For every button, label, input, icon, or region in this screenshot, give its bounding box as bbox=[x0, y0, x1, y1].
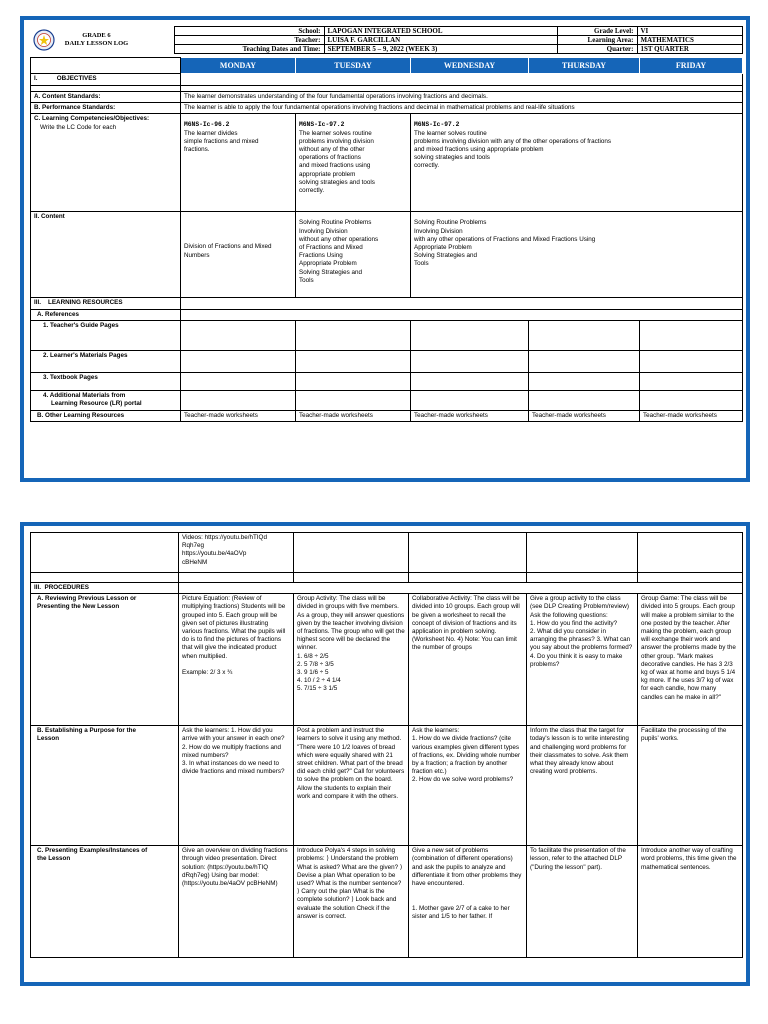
mon-content bbox=[181, 212, 296, 298]
videos-links: Videos: https://youtu.be/hTIQd Rqh7eg https://youtu.be/4aOVp cBHeNM bbox=[179, 533, 294, 573]
quarter-label: Quarter: bbox=[557, 45, 637, 54]
header-table bbox=[30, 26, 743, 54]
day-friday: FRIDAY bbox=[640, 58, 743, 74]
procedure-c-thursday: To facilitate the presentation of the lesson, refer to the attached DLP ("During the lesson" part). bbox=[527, 846, 638, 958]
objectives-heading: I. OBJECTIVES bbox=[31, 74, 181, 86]
title-grade: GRADE 6 bbox=[82, 32, 111, 39]
mon-content-text: Division of Fractions and Mixed Numbers bbox=[184, 243, 272, 259]
teacher-value: LUISA F. GARCILLAN bbox=[324, 36, 557, 45]
competencies-sub: Write the LC Code for each bbox=[40, 123, 117, 131]
thu-worksheets: Teacher-made worksheets bbox=[529, 410, 640, 421]
procedure-a-wednesday: Collaborative Activity: The class will be divided into 10 groups. Each group will be given a worksheet to recall the concept of division of fractions and its application in problem solving. (Worksheet No. 4) Note: You can limit the number of groups bbox=[409, 594, 527, 726]
additional-materials-line2: Learning Resource (LR) portal bbox=[51, 400, 142, 408]
competencies-label: C. Learning Competencies/Objectives: bbox=[34, 115, 150, 123]
grade-value: VI bbox=[637, 27, 742, 36]
procedure-c-label: C. Presenting Examples/Instances of the Lesson bbox=[31, 846, 179, 958]
quarter-value: 1ST QUARTER bbox=[637, 45, 742, 54]
logo-title-cell bbox=[30, 27, 174, 54]
mon-worksheets: Teacher-made worksheets bbox=[181, 410, 296, 421]
procedure-a-friday: Group Game: The class will be divided into 5 groups. Each group will make a problem similar to the one posted by the teacher. After making the problem, each group will exchange their work and answer the problems made by the other group. "Mark makes decorative candles. He has 3 2/3 kg of wax at home and buys 5 1/4 kg more. If he uses 3/7 kg of wax for each candle, how many candles can he make in all?" bbox=[638, 594, 743, 726]
procedure-c-monday: Give an overview on dividing fractions through video presentation. Direct solution: (https://youtu.be/hTIQ dRqh7eg) Using bar model: (https://youtu.be/4aOV pcBHeNM) bbox=[179, 846, 294, 958]
wed-worksheets: Teacher-made worksheets bbox=[411, 410, 529, 421]
tue-worksheets: Teacher-made worksheets bbox=[296, 410, 411, 421]
procedure-b-wednesday: Ask the learners: 1. How do we divide fractions? (cite various examples given different types of fractions, ex. Dividing whole number by a fraction; a fraction by another fraction etc.) 2. How do we solve word problems? bbox=[409, 726, 527, 846]
day-header-row bbox=[31, 58, 743, 74]
mon-lc-code: M6NS-Ic-96.2 bbox=[184, 121, 230, 129]
other-resources-label: B. Other Learning Resources bbox=[31, 410, 181, 421]
competencies-cell bbox=[31, 114, 181, 212]
tue-lc-code: M6NS-Ic-97.2 bbox=[299, 121, 345, 129]
mon-competency-text: The learner divides simple fractions and mixed fractions. bbox=[184, 129, 259, 154]
procedure-b-monday: Ask the learners: 1. How did you arrive with your answer in each one? 2. How do we multiply fractions and mixed numbers? 3. In what instances do we need to divide fractions and mixed numbers? bbox=[179, 726, 294, 846]
day-thursday: THURSDAY bbox=[529, 58, 640, 74]
document-title bbox=[65, 32, 128, 48]
lesson-table-2 bbox=[30, 532, 743, 958]
additional-materials-line1: 4. Additional Materials from bbox=[43, 391, 126, 399]
wed-content-text: Solving Routine Problems Involving Division with any other operations of Fractions and Mixed Fractions Using Appropriate Problem Solving Strategies and Tools bbox=[414, 219, 596, 268]
page-2 bbox=[20, 522, 750, 986]
tue-content-text: Solving Routine Problems Involving Division without any other operations of Fractions and Mixed Fractions Using Appropriate Problem Solving Strategies and Tools bbox=[299, 219, 379, 284]
performance-text: The learner is able to apply the four fundamental operations involving fractions and decimal in mathematical problems and real-life situations bbox=[181, 103, 743, 114]
procedure-b-friday: Facilitate the processing of the pupils' works. bbox=[638, 726, 743, 846]
performance-label: B. Performance Standards: bbox=[31, 103, 181, 114]
tue-competency-text: The learner solves routine problems involving division without any of the other operations of fractions and mixed fractions using appropriate problem solving strategies and tools correctly. bbox=[299, 129, 375, 195]
resources-heading: III. LEARNING RESOURCES bbox=[31, 298, 181, 309]
area-value: MATHEMATICS bbox=[637, 36, 742, 45]
day-header-blank bbox=[31, 58, 181, 74]
procedure-c-tuesday: Introduce Polya's 4 steps in solving problems: ⟩ Understand the problem What is asked? What are the given? ⟩ Devise a plan What operation to be used? What is the number sentence? ⟩ Carry out the plan What is the complete solution? ⟩ Look back and evaluate the solution Check if the answer is correct. bbox=[294, 846, 409, 958]
tb-label: 3. Textbook Pages bbox=[31, 372, 181, 390]
tue-content bbox=[296, 212, 411, 298]
procedure-b-label: B. Establishing a Purpose for the Lesson bbox=[31, 726, 179, 846]
objectives-empty bbox=[181, 74, 743, 86]
day-wednesday: WEDNESDAY bbox=[411, 58, 529, 74]
content-standards-label: A. Content Standards: bbox=[31, 92, 181, 103]
grade-label: Grade Level: bbox=[557, 27, 637, 36]
procedure-a-tuesday: Group Activity: The class will be divided in groups with five members. As a group, they will answer questions given by the teacher involving division of fractions. The group who will get the highest score will be declared the winner. 1. 6/8 ÷ 2/5 2. 5 7/8 ÷ 3/5 3. 9 1/6 ÷ 5 4. 10 / 2 ÷ 4 1/4 5. 7/15 ÷ 3 1/5 bbox=[294, 594, 409, 726]
dates-label: Teaching Dates and Time: bbox=[174, 45, 324, 54]
procedure-a-monday: Picture Equation: (Review of multiplying fractions) Students will be grouped into 5. Each group will be given set of pictures illustrating various fractions. What the pupils will do is to find the pictures of fractions that will give the indicated product when multiplied. Example: 2/ 3 x ¾ bbox=[179, 594, 294, 726]
lesson-table-1 bbox=[30, 57, 743, 422]
wed-content bbox=[411, 212, 743, 298]
school-label: School: bbox=[174, 27, 324, 36]
page-1 bbox=[20, 16, 750, 482]
procedure-b-thursday: Inform the class that the target for today's lesson is to write interesting and challenging word problems for their classmates to solve. Ask them what they already know about creating word problems. bbox=[527, 726, 638, 846]
procedures-heading: III. PROCEDURES bbox=[31, 583, 179, 594]
mon-competency bbox=[181, 114, 296, 212]
wed-lc-code: M6NS-Ic-97.2 bbox=[414, 121, 460, 129]
deped-seal-icon bbox=[33, 29, 55, 51]
references-label: A. References bbox=[31, 309, 181, 320]
procedure-a-label: A. Reviewing Previous Lesson or Presenting the New Lesson bbox=[31, 594, 179, 726]
day-tuesday: TUESDAY bbox=[296, 58, 411, 74]
wed-competency bbox=[411, 114, 743, 212]
tue-competency bbox=[296, 114, 411, 212]
content-standards-text: The learner demonstrates understanding of the four fundamental operations involving fractions and decimals. bbox=[181, 92, 743, 103]
day-monday: MONDAY bbox=[181, 58, 296, 74]
title-dll: DAILY LESSON LOG bbox=[64, 40, 129, 47]
dates-value: SEPTEMBER 5 – 9, 2022 (WEEK 3) bbox=[324, 45, 557, 54]
fri-worksheets: Teacher-made worksheets bbox=[640, 410, 743, 421]
wed-competency-text: The learner solves routine problems involving division with any of the other operations of fractions and mixed fractions using appropriate problem solving strategies and tools correctly. bbox=[414, 129, 612, 170]
tg-label: 1. Teacher's Guide Pages bbox=[31, 320, 181, 350]
content-label: II. Content bbox=[31, 212, 181, 298]
procedure-a-thursday: Give a group activity to the class (see DLP Creating Problem/review) Ask the following questions: 1. How do you find the activity? 2. What did you consider in arranging the phrases? 3. What can you say about the problems formed? 4. Do you think it is easy to make problems? bbox=[527, 594, 638, 726]
area-label: Learning Area: bbox=[557, 36, 637, 45]
additional-materials-label bbox=[31, 390, 181, 410]
procedure-c-friday: Introduce another way of crafting word problems, this time given the mathematical sentences. bbox=[638, 846, 743, 958]
teacher-label: Teacher: bbox=[174, 36, 324, 45]
lm-label: 2. Learner's Materials Pages bbox=[31, 350, 181, 372]
procedure-c-wednesday: Give a new set of problems (combination of different operations) and ask the pupils to analyze and differentiate it from other problems they have encountered. 1. Mother gave 2/7 of a cake to her sister and 1/5 to her father. If bbox=[409, 846, 527, 958]
school-value: LAPOGAN INTEGRATED SCHOOL bbox=[324, 27, 557, 36]
procedure-b-tuesday: Post a problem and instruct the learners to solve it using any method. "There were 10 1/2 loaves of bread which were equally shared with 21 street children. What part of the bread did each child get?" Call for volunteers to solve the problem on the board. Allow the students to explain their work and compare it with the others. bbox=[294, 726, 409, 846]
